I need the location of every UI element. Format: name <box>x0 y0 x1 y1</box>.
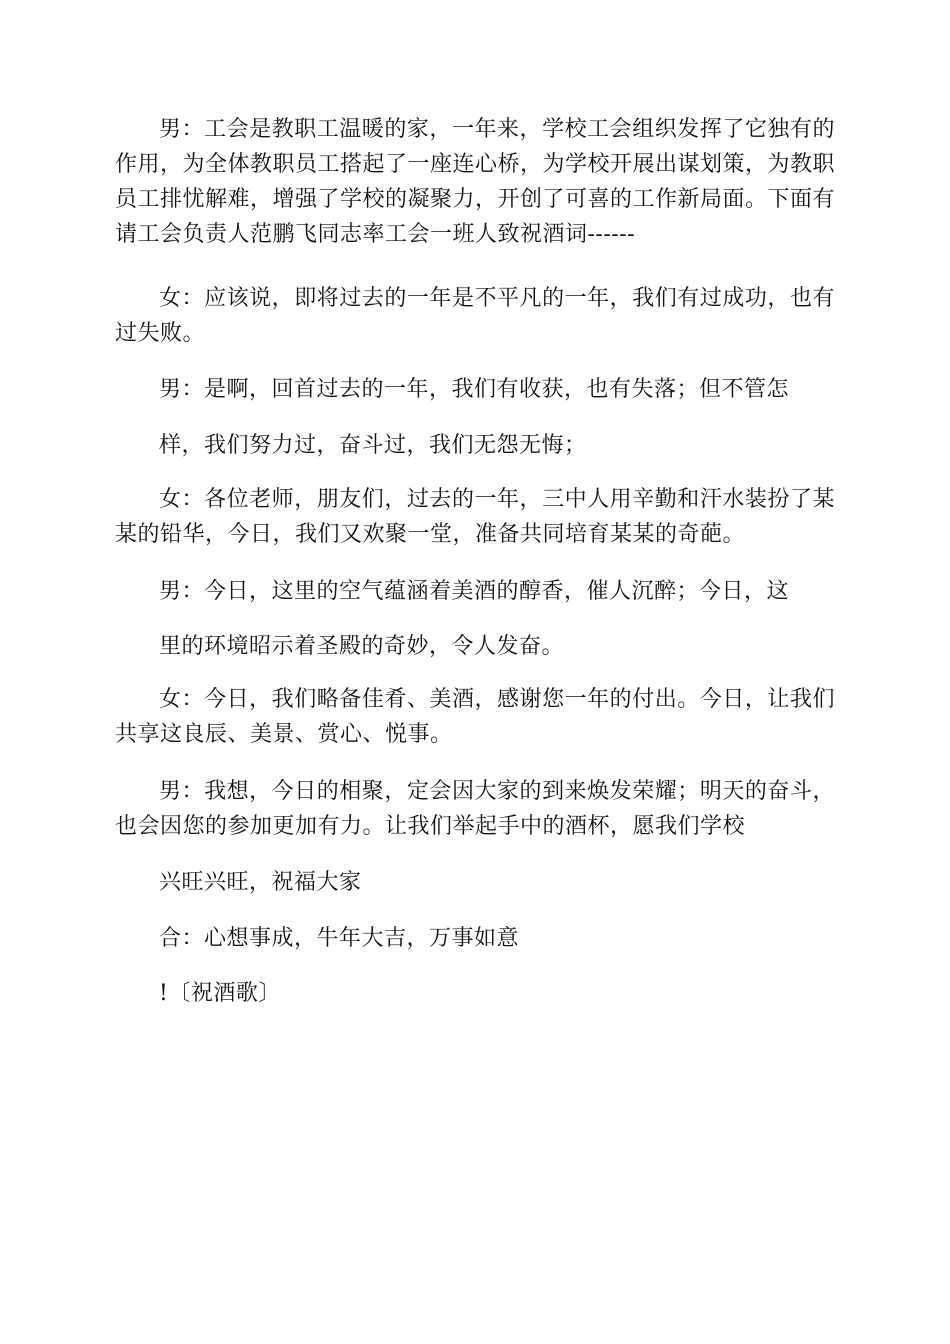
paragraph-1: 男：工会是教职工温暖的家，一年来，学校工会组织发挥了它独有的作用，为全体教职员工搭起了一座连心桥，为学校开展出谋划策，为教职员工排忧解难，增强了学校的凝聚力，开创了可喜的工作新局面。下面有请工会负责人范鹏飞同志率工会一班人致祝酒词------ <box>115 117 836 247</box>
paragraph-5: 女：各位老师，朋友们，过去的一年，三中人用辛勤和汗水装扮了某某的铅华，今日，我们又欢聚一堂，准备共同培育某某的奇葩。 <box>115 487 835 547</box>
paragraph-9: 男：我想，今日的相聚，定会因大家的到来焕发荣耀；明天的奋斗，也会因您的参加更加有力。让我们举起手中的酒杯，愿我们学校 <box>115 779 835 839</box>
paragraph-10: 兴旺兴旺，祝福大家 <box>159 870 362 895</box>
paragraph-11: 合：心想事成，牛年大吉，万事如意 <box>159 926 520 951</box>
paragraph-6: 男：今日，这里的空气蕴涵着美酒的醇香，催人沉醉；今日，这 <box>159 579 790 604</box>
paragraph-3: 男：是啊，回首过去的一年，我们有收获，也有失落；但不管怎 <box>159 377 790 402</box>
paragraph-12: !〔祝酒歌〕 <box>159 981 281 1006</box>
paragraph-7: 里的环境昭示着圣殿的奇妙，令人发奋。 <box>159 634 565 659</box>
paragraph-8: 女：今日，我们略备佳肴、美酒，感谢您一年的付出。今日，让我们共享这良辰、美景、赏心、悦事。 <box>115 687 835 747</box>
paragraph-4: 样，我们努力过，奋斗过，我们无怨无悔； <box>159 433 587 458</box>
paragraph-2: 女：应该说，即将过去的一年是不平凡的一年，我们有过成功，也有过失败。 <box>115 286 835 346</box>
